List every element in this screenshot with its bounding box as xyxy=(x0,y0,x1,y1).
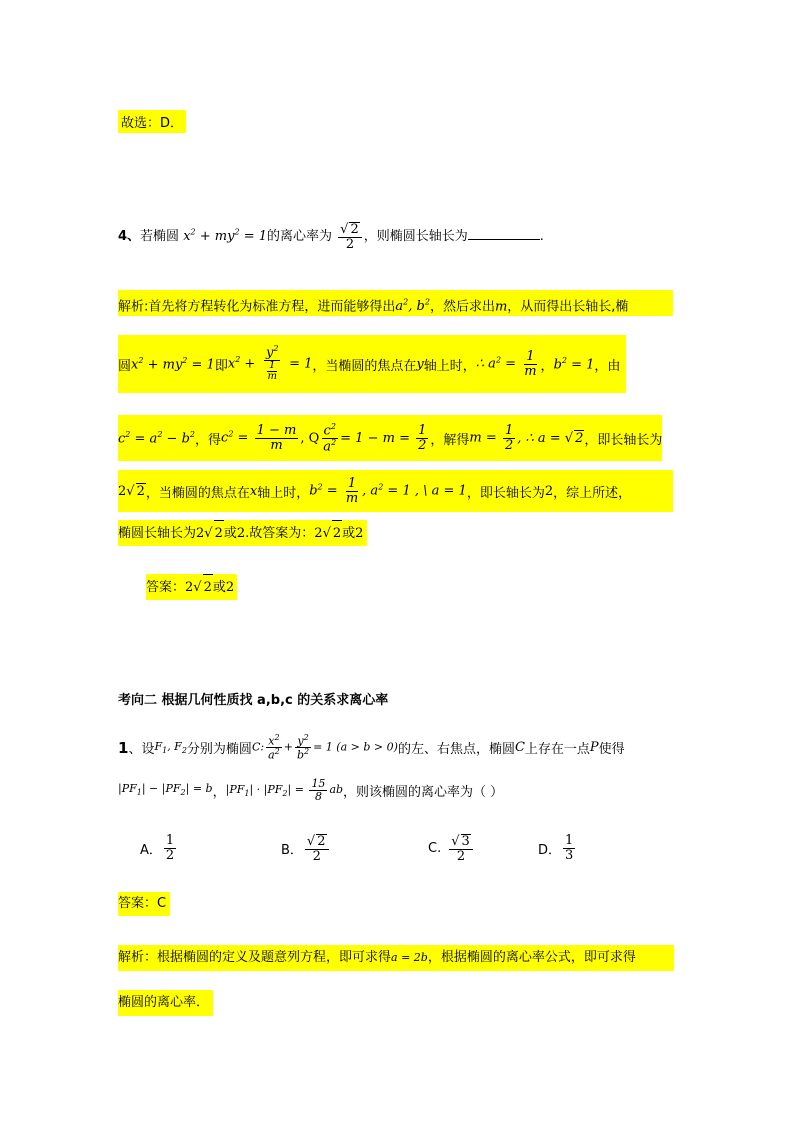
answer-1-2sqrt2: 2√ 2 xyxy=(185,580,213,595)
analysis-2-text-a: 圆 xyxy=(118,358,132,374)
answer-1-label: 答案： xyxy=(146,580,186,595)
answer-1-or: 或 xyxy=(212,580,226,595)
q1-text-5: 使得 xyxy=(598,742,625,758)
analysis-line-1 xyxy=(118,290,673,316)
analysis-5-text-c: .故答案为： xyxy=(245,526,315,541)
q1-text-6: ， xyxy=(212,784,226,800)
analysis-2b-text-b: ，根据椭圆的离心率公式，即可求得 xyxy=(427,950,636,965)
conclusion-text: 故选：D． xyxy=(121,116,184,131)
q1-cond-1: $|PF_1| - |PF_2| = b$ xyxy=(118,782,213,798)
analysis-line-3 xyxy=(118,415,662,461)
q4-text-3: ，则椭圆长轴长为 xyxy=(363,229,468,245)
section-title xyxy=(118,689,388,708)
answer-blank[interactable] xyxy=(468,227,540,240)
analysis-1-text-a: 解析:首先将方程转化为标准方程，进而能够得出 xyxy=(118,299,396,315)
q4-text-1: 若椭圆 xyxy=(140,229,180,245)
question-1-line-1 xyxy=(118,734,625,761)
section-title-text: 考向二 根据几何性质找 a,b,c 的关系求离心率 xyxy=(118,693,389,708)
analysis-1-math-a2b2: $a^2$, $b^2$ xyxy=(395,298,430,315)
analysis-2b-eq: a = 2b xyxy=(391,951,428,964)
analysis-4-text-d: ，综上所述， xyxy=(553,485,632,501)
analysis-5-text-d: 或 xyxy=(342,526,356,541)
analysis-4-two: 2 xyxy=(544,483,554,499)
answer-1-two: 2 xyxy=(225,580,235,595)
analysis-5-two-a: 2 xyxy=(236,526,246,541)
q1-text-1: 、设 xyxy=(128,742,155,758)
analysis-4-b2: $b^2$ = $\frac{1}{m}$ , $a^2 = 1$ , \ a = 1 xyxy=(309,475,467,506)
q4-text-2: 的离心率为 xyxy=(267,229,333,245)
analysis-4-text-a: ，当椭圆的焦点在 xyxy=(145,485,250,501)
analysis-5-2sqrt2-b: 2√ 2 xyxy=(314,526,342,541)
q1-text-2: 分别为椭圆 xyxy=(186,742,252,758)
analysis-4-axis-x: x xyxy=(249,483,258,499)
analysis-3-text-c: ，即长轴长为 xyxy=(584,432,663,448)
analysis-2-text-e: ， xyxy=(540,358,554,374)
analysis-3-a: , ∴ a = √ 2 xyxy=(517,431,584,446)
analysis-2b-text-c: 椭圆的离心率． xyxy=(118,995,210,1010)
analysis-line-5 xyxy=(118,520,367,546)
analysis-5-text-b: 或 xyxy=(223,526,237,541)
analysis-line-2 xyxy=(118,335,626,393)
analysis-5-text-a: 椭圆长轴长为 xyxy=(118,526,197,541)
option-a-value: $\frac{1}{2}$ xyxy=(165,833,175,863)
analysis-2-line-1 xyxy=(118,945,674,971)
analysis-3-c2: $c^2 = a^2 - b^2$ xyxy=(118,429,196,447)
option-d[interactable] xyxy=(538,834,577,862)
question-1-number: 1 xyxy=(118,738,129,757)
q1-foci: $F_1$, $F_2$ xyxy=(154,740,187,756)
analysis-5-two-b: 2 xyxy=(355,526,364,541)
option-c[interactable] xyxy=(428,834,475,863)
option-c-value: $\frac{√ 3}{2}$ xyxy=(449,834,473,863)
q4-equation: $x^2 + my^2 = 1$ xyxy=(183,227,268,245)
conclusion-line xyxy=(118,110,186,133)
analysis-2-a2: ∴ $a^2$ = $\frac{1}{m}$ xyxy=(475,348,537,379)
option-c-label: C. xyxy=(428,841,442,857)
option-a-label: A． xyxy=(140,842,162,858)
option-d-value: $\frac{1}{3}$ xyxy=(565,833,574,863)
analysis-3-text-a: ，得 xyxy=(195,432,222,448)
analysis-2-text-c: ，当椭圆的焦点在 xyxy=(312,358,417,374)
answer-line-1 xyxy=(146,574,237,600)
analysis-3-m: m = $\frac{1}{2}$ xyxy=(469,422,514,453)
option-b-value: $\frac{√ 2}{2}$ xyxy=(305,834,329,863)
option-a[interactable] xyxy=(140,834,178,862)
question-4 xyxy=(118,222,544,251)
analysis-5-2sqrt2-a: 2√ 2 xyxy=(196,526,224,541)
analysis-2-axis-y: y xyxy=(416,356,424,372)
analysis-2-b2: $b^2 = 1$ xyxy=(553,355,595,373)
analysis-3-q: , Q xyxy=(300,430,320,446)
analysis-4-text-b: 轴上时， xyxy=(257,485,310,501)
option-b-label: B． xyxy=(281,843,303,859)
q1-text-4: 上存在一点 xyxy=(524,742,590,758)
q1-ellipse-eq: C: $\frac{x^2}{a^2}$ + $\frac{y^2}{b^2}$ = 1 (a > b > 0) xyxy=(251,733,398,762)
analysis-2-text-b: 即 xyxy=(214,358,228,374)
analysis-4-text-c: ，即长轴长为 xyxy=(466,485,545,501)
analysis-2-std-eq: $x^2$ + $\frac{y^2}{\frac{1}{m}}$ = 1 xyxy=(227,344,313,383)
analysis-1-math-m: m xyxy=(494,299,508,315)
q1-cond-2: $|PF_1| \cdot |PF_2|$ = $\frac{15}{8}$ ab xyxy=(225,777,344,803)
analysis-2b-text-a: 解析：根据椭圆的定义及题意列方程，即可求得 xyxy=(118,950,392,965)
q1-p: P xyxy=(589,740,599,756)
analysis-2-eq: $x^2 + my^2 = 1$ xyxy=(131,355,215,373)
q4-text-4: . xyxy=(539,229,544,245)
analysis-1-text-c: ，从而得出长轴长,椭 xyxy=(507,299,629,315)
analysis-2-text-d: 轴上时， xyxy=(423,358,476,374)
analysis-3-text-b: ，解得 xyxy=(430,432,470,448)
answer-line-2 xyxy=(118,892,170,916)
analysis-1-text-b: ，然后求出 xyxy=(429,299,495,315)
analysis-3-ratio: $\frac{c^2}{a^2}$ = 1 − m = $\frac{1}{2}$ xyxy=(323,421,427,454)
question-number: 4、 xyxy=(118,229,141,245)
option-d-label: D． xyxy=(538,842,562,858)
analysis-3-c2-frac: $c^2$ = $\frac{1 - m}{m}$ xyxy=(221,422,297,453)
analysis-line-4 xyxy=(118,470,673,512)
analysis-4-2sqrt2: 2√ 2 xyxy=(118,484,145,499)
analysis-2-line-2 xyxy=(118,990,213,1016)
analysis-2-text-f: ，由 xyxy=(594,358,621,374)
question-1-line-2 xyxy=(118,778,503,802)
option-b[interactable] xyxy=(281,834,331,863)
q1-c: C xyxy=(514,740,525,756)
q4-eccentricity-fraction: $\frac{√ 2}{2}$ xyxy=(338,222,362,251)
q1-text-3: 的左、右焦点，椭圆 xyxy=(397,742,515,758)
answer-2-text: 答案：C xyxy=(118,896,167,911)
q1-text-7: ，则该椭圆的离心率为（ ） xyxy=(343,784,504,800)
